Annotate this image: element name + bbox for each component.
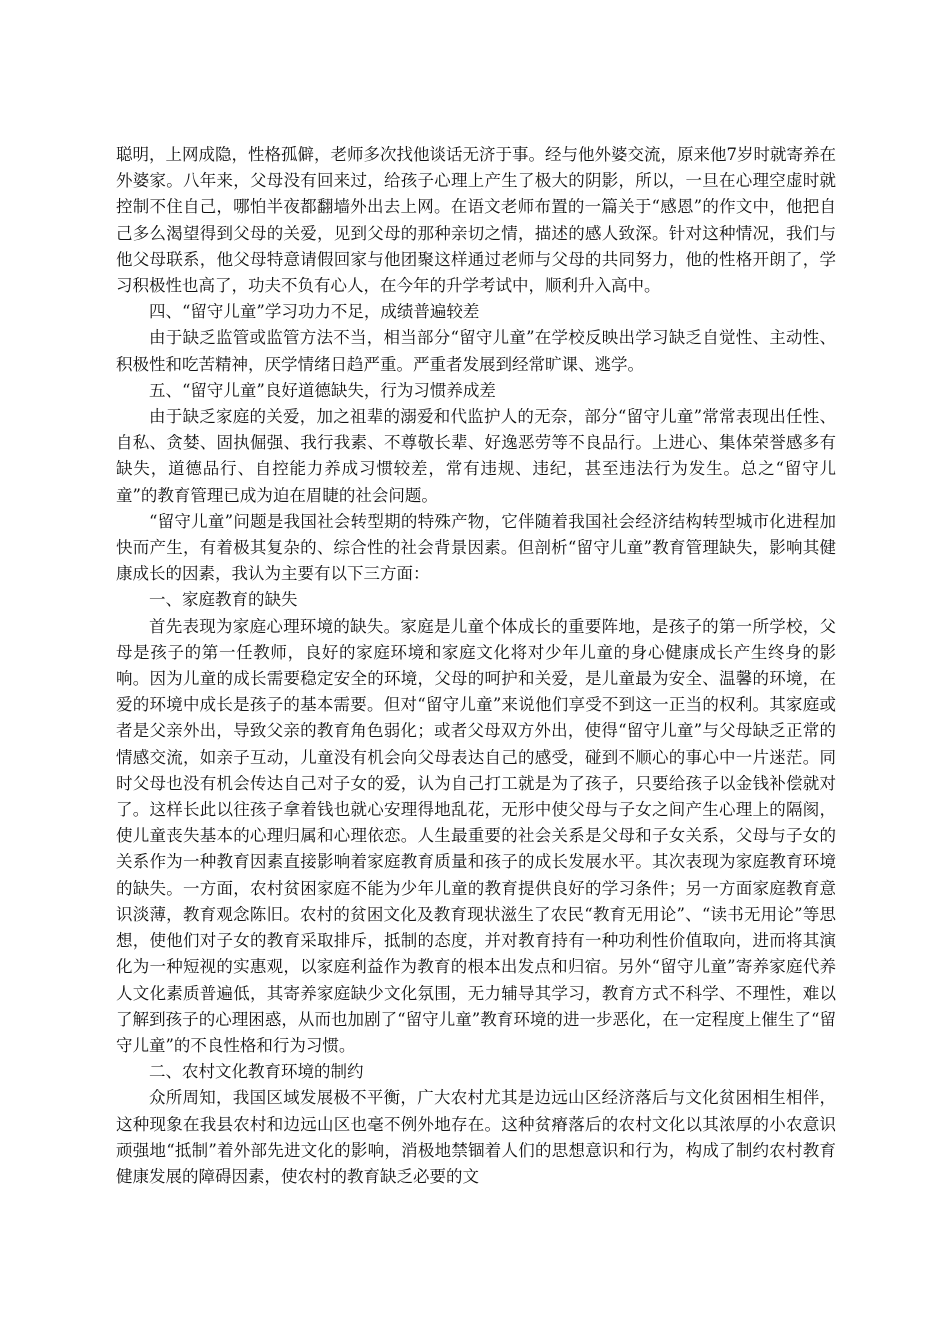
document-page bbox=[116, 142, 836, 1190]
section-heading-5: 五、“留守儿童”良好道德缺失，行为习惯养成差 bbox=[149, 380, 496, 400]
paragraph-continuation: 聪明，上网成隐，性格孤僻，老师多次找他谈话无济于事。经与他外婆交流，原来他7岁时就寄养在外婆家。八年来，父母没有回来过，给孩子心理上产生了极大的阴影，所以，一旦在心理空虚时就控制不住自己，哪怕半夜都翻墙外出去上网。在语文老师布置的一篇关于“感恩”的作文中，他把自己多么渴望得到父母的关爱，见到父母的那种亲切之情，描述的感人致深。针对这种情况，我们与他父母联系，他父母特意请假回家与他团聚这样通过老师与父母的共同努力，他的性格开朗了，学习积极性也高了，功夫不负有心人，在今年的升学考试中，顺利升入高中。 bbox=[116, 145, 836, 296]
paragraph-morality: 由于缺乏家庭的关爱，加之祖辈的溺爱和代监护人的无奈，部分“留守儿童”常常表现出任性、自私、贪婪、固执倔强、我行我素、不尊敬长辈、好逸恶劳等不良品行。上进心、集体荣誉感多有缺失，道德品行、自控能力养成习惯较差，常有违规、违纪，甚至违法行为发生。总之“留守儿童”的教育管理已成为迫在眉睫的社会问题。 bbox=[116, 407, 836, 505]
paragraph-family: 首先表现为家庭心理环境的缺失。家庭是儿童个体成长的重要阵地，是孩子的第一所学校，父母是孩子的第一任教师，良好的家庭环境和家庭文化将对少年儿童的身心健康成长产生终身的影响。因为儿童的成长需要稳定安全的环境，父母的呵护和关爱，是儿童最为安全、温馨的环境，在爱的环境中成长是孩子的基本需要。但对“留守儿童”来说他们享受不到这一正当的权利。其家庭或者是父亲外出，导致父亲的教育角色弱化；或者父母双方外出，使得“留守儿童”与父母缺乏正常的情感交流，如亲子互动，儿童没有机会向父母表达自己的感受，碰到不顺心的事心中一片迷茫。同时父母也没有机会传达自己对子女的爱，认为自己打工就是为了孩子，只要给孩子以金钱补偿就对了。这样长此以往孩子拿着钱也就心安理得地乱花，无形中使父母与子女之间产生心理上的隔阂，使儿童丧失基本的心理归属和心理依恋。人生最重要的社会关系是父母和子女关系，父母与子女的关系作为一种教育因素直接影响着家庭教育质量和孩子的成长发展水平。其次表现为家庭教育环境的缺失。一方面，农村贫困家庭不能为少年儿童的教育提供良好的学习条件；另一方面家庭教育意识淡薄，教育观念陈旧。农村的贫困文化及教育现状滋生了农民“教育无用论”、“读书无用论”等思想，使他们对子女的教育采取排斥，抵制的态度，并对教育持有一种功利性价值取向，进而将其演化为一种短视的实惠观，以家庭利益作为教育的根本出发点和归宿。另外“留守儿童”寄养家庭代养人文化素质普遍低，其寄养家庭缺少文化氛围，无力辅导其学习，教育方式不科学、不理性，难以了解到孩子的心理困惑，从而也加剧了“留守儿童”教育环境的进一步恶化，在一定程度上催生了“留守儿童”的不良性格和行为习惯。 bbox=[116, 616, 836, 1055]
paragraph-rural: 众所周知，我国区域发展极不平衡，广大农村尤其是边远山区经济落后与文化贫困相生相伴，这种现象在我县农村和边远山区也毫不例外地存在。这种贫瘠落后的农村文化以其浓厚的小农意识顽强地“抵制”着外部先进文化的影响，消极地禁锢着人们的思想意识和行为，构成了制约农村教育健康发展的障碍因素，使农村的教育缺乏必要的文 bbox=[116, 1088, 836, 1186]
section-heading-family: 一、家庭教育的缺失 bbox=[149, 590, 298, 610]
paragraph-causes-intro: “留守儿童”问题是我国社会转型期的特殊产物，它伴随着我国社会经济结构转型城市化进程加快而产生，有着极其复杂的、综合性的社会背景因素。但剖析“留守儿童”教育管理缺失，影响其健康成长的因素，我认为主要有以下三方面： bbox=[116, 511, 836, 584]
section-heading-4: 四、“留守儿童”学习功力不足，成绩普遍较差 bbox=[149, 302, 480, 322]
paragraph-learning: 由于缺乏监管或监管方法不当，相当部分“留守儿童”在学校反映出学习缺乏自觉性、主动性、积极性和吃苦精神，厌学情绪日趋严重。严重者发展到经常旷课、逃学。 bbox=[116, 328, 836, 374]
section-heading-rural: 二、农村文化教育环境的制约 bbox=[149, 1062, 364, 1082]
